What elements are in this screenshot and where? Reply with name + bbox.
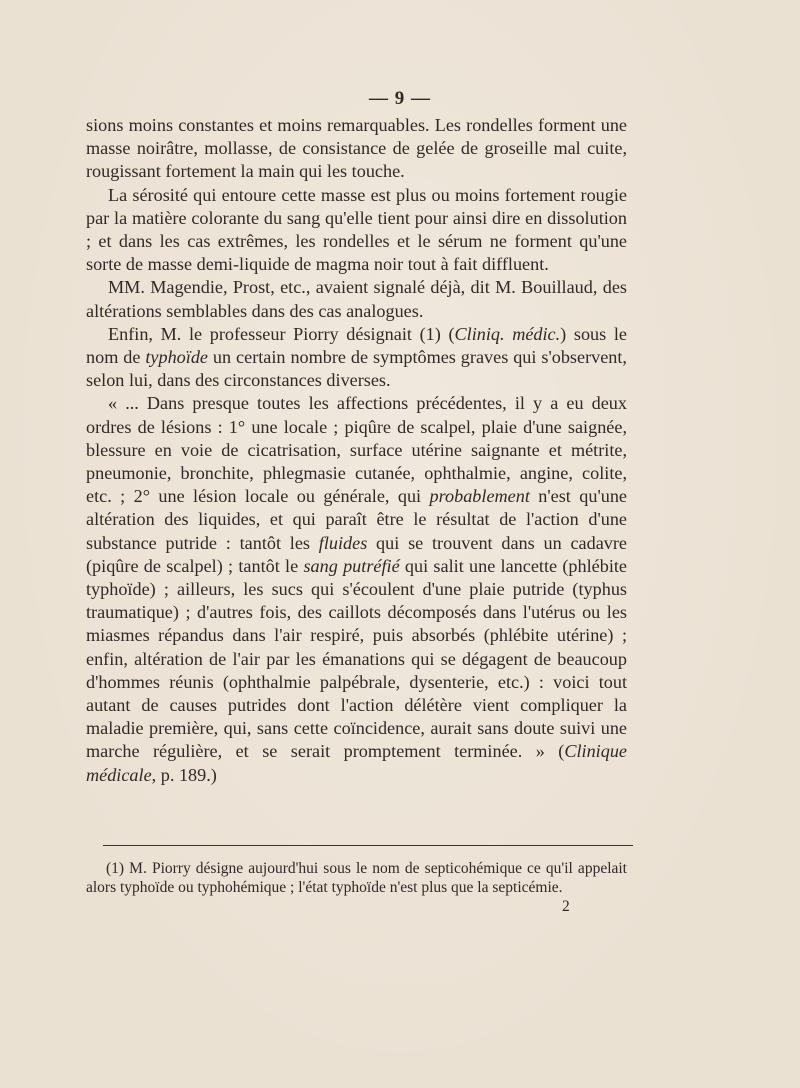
paragraph: sions moins constantes et moins remarquables. Les rondelles forment une masse noirâtre, mollasse, de consistance de gelée de groseille mal cuite, rougissant fortement la main qui les touche.	[86, 115, 627, 182]
text-run: , p. 189.)	[151, 764, 217, 785]
emphasis-sang-putrefie: sang putréfié	[303, 555, 400, 576]
body-text	[86, 114, 627, 787]
citation-source: Clinique médicale	[86, 741, 627, 785]
citation-clinique-medicale: Cliniq. médic.	[454, 323, 561, 344]
text-run: « ... Dans presque toutes les affections précédentes, il y a eu deux ordres de lésions : 1° une locale ; piqûre de scalpel, plaie d'une saignée, blessure en voie de cicatrisation, surface utérine saignante et métrite, pneumonie, bronchite, phlegmasie cutanée, ophthalmie, angine, colite, etc. ; 2° une lésion locale ou générale, qui	[86, 393, 627, 507]
piorry-paragraph	[86, 323, 627, 393]
signature-mark: 2	[562, 898, 570, 915]
paragraph: MM. Magendie, Prost, etc., avaient signalé déjà, dit M. Bouillaud, des altérations semblables dans des cas analogues.	[86, 277, 627, 321]
term-typhoide: typhoïde	[145, 347, 208, 368]
text-run: qui salit une lancette (phlébite typhoïde) ; ailleurs, les sucs qui s'écoulent d'une plaie putride (typhus traumatique) ; d'autres fois, des caillots décomposés dans l'utérus ou les miasmes répandus dans l'air respiré, puis absorbés (phlébite utérine) ; enfin, altération de l'air par les émanations qui se dégagent de beaucoup d'hommes réunis (ophthalmie palpébrale, dysenterie, etc.) : voici tout autant de causes putrides dont l'action délétère vient compliquer la maladie première, qui, sans cette coïncidence, aurait sans doute suivi une marche régulière, et se serait promptement terminée. » (	[86, 555, 627, 762]
text-run: qui se trouvent dans un cadavre (piqûre de scalpel) ; tantôt le	[86, 532, 627, 576]
text-run: ) sous le nom de	[86, 323, 628, 368]
paragraph: La sérosité qui entoure cette masse est plus ou moins fortement rougie par la matière colorante du sang qu'elle tient pour ainsi dire en dissolution ; et dans les cas extrêmes, les rondelles et le sérum ne forment qu'une sorte de masse demi-liquide de magma noir tout à fait diffluent.	[86, 184, 627, 275]
footnote-divider	[103, 845, 633, 846]
emphasis-probablement: probablement	[429, 486, 530, 507]
text-run: Enfin, M. le professeur Piorry désignait (1) (	[108, 323, 455, 344]
footnote-text: (1) M. Piorry désigne aujourd'hui sous le nom de septicohémique ce qu'il appelait alors typhoïde ou typhohémique ; l'état typhoïde n'est plus que la septicémie.	[86, 860, 627, 896]
emphasis-fluides: fluides	[318, 532, 368, 553]
text-run: n'est qu'une altération des liquides, et qui paraît être le résultat de l'action d'une substance putride : tantôt les	[86, 486, 627, 553]
page-number: — 9 —	[369, 88, 431, 109]
quotation-paragraph	[86, 392, 627, 786]
footnote	[86, 859, 627, 897]
text-run: un certain nombre de symptômes graves qui s'observent, selon lui, dans des circonstances diverses.	[86, 347, 627, 391]
